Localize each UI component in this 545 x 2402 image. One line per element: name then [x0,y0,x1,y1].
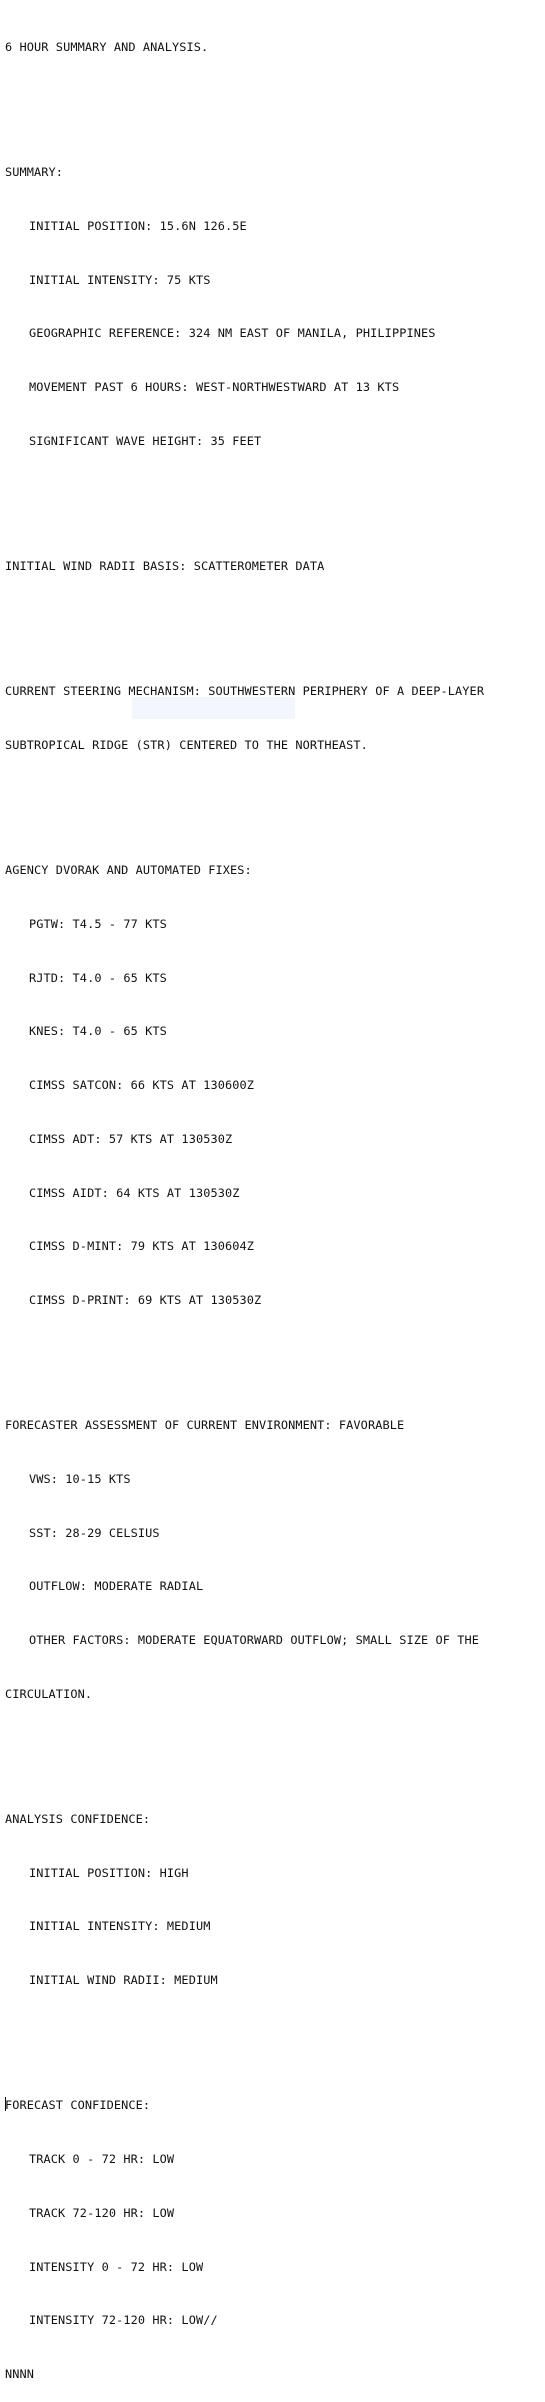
forecast-intensity-72-120: INTENSITY 72-120 HR: LOW// [29,2313,218,2328]
environment-heading: FORECASTER ASSESSMENT OF CURRENT ENVIRONMENT: FAVORABLE [5,1418,405,1433]
blank-line [5,1346,543,1364]
blank-line [5,791,543,809]
analysis-confidence-heading: ANALYSIS CONFIDENCE: [5,1812,151,1827]
fix-cimss-aidt: CIMSS AIDT: 64 KTS AT 130530Z [29,1185,240,1200]
fix-cimss-d-mint: CIMSS D-MINT: 79 KTS AT 130604Z [29,1239,255,1254]
fixes-heading: AGENCY DVORAK AND AUTOMATED FIXES: [5,863,252,878]
environment-sst: SST: 28-29 CELSIUS [29,1525,160,1540]
blank-line [5,486,543,504]
blank-line [5,2026,543,2044]
text-document[interactable] [5,3,543,2402]
wind-radii-basis: INITIAL WIND RADII BASIS: SCATTEROMETER DATA [5,558,325,573]
blank-line [5,93,543,111]
analysis-initial-wind-radii: INITIAL WIND RADII: MEDIUM [29,1973,218,1988]
fix-rjtd: RJTD: T4.0 - 65 KTS [29,970,167,985]
forecast-confidence-line [5,2097,543,2115]
environment-vws: VWS: 10-15 KTS [29,1471,131,1486]
blank-line [5,612,543,630]
steering-line-1: CURRENT STEERING MECHANISM: SOUTHWESTERN PERIPHERY OF A DEEP-LAYER [5,684,485,699]
analysis-initial-intensity: INITIAL INTENSITY: MEDIUM [29,1919,211,1934]
forecast-confidence-heading: FORECAST CONFIDENCE: [5,2098,151,2113]
fix-cimss-d-print: CIMSS D-PRINT: 69 KTS AT 130530Z [29,1292,262,1307]
fix-cimss-satcon: CIMSS SATCON: 66 KTS AT 130600Z [29,1078,255,1093]
environment-continuation: CIRCULATION. [5,1686,93,1701]
summary-heading: SUMMARY: [5,165,64,180]
environment-outflow: OUTFLOW: MODERATE RADIAL [29,1579,204,1594]
steering-line-2: SUBTROPICAL RIDGE (STR) CENTERED TO THE NORTHEAST. [5,737,368,752]
environment-other-factors: OTHER FACTORS: MODERATE EQUATORWARD OUTFLOW; SMALL SIZE OF THE [29,1633,480,1648]
forecast-track-72-120: TRACK 72-120 HR: LOW [29,2205,175,2220]
summary-initial-intensity: INITIAL INTENSITY: 75 KTS [29,272,211,287]
summary-initial-position: INITIAL POSITION: 15.6N 126.5E [29,218,247,233]
document-footer: NNNN [5,2366,35,2381]
summary-geographic-reference: GEOGRAPHIC REFERENCE: 324 NM EAST OF MANILA, PHILIPPINES [29,326,436,341]
document-header: 6 HOUR SUMMARY AND ANALYSIS. [5,39,209,54]
forecast-track-0-72: TRACK 0 - 72 HR: LOW [29,2152,175,2167]
summary-movement: MOVEMENT PAST 6 HOURS: WEST-NORTHWESTWARD AT 13 KTS [29,379,400,394]
fix-cimss-adt: CIMSS ADT: 57 KTS AT 130530Z [29,1131,233,1146]
fix-knes: KNES: T4.0 - 65 KTS [29,1024,167,1039]
blank-line [5,1739,543,1757]
summary-wave-height: SIGNIFICANT WAVE HEIGHT: 35 FEET [29,433,262,448]
forecast-intensity-0-72: INTENSITY 0 - 72 HR: LOW [29,2259,204,2274]
analysis-initial-position: INITIAL POSITION: HIGH [29,1865,189,1880]
fix-pgtw: PGTW: T4.5 - 77 KTS [29,916,167,931]
